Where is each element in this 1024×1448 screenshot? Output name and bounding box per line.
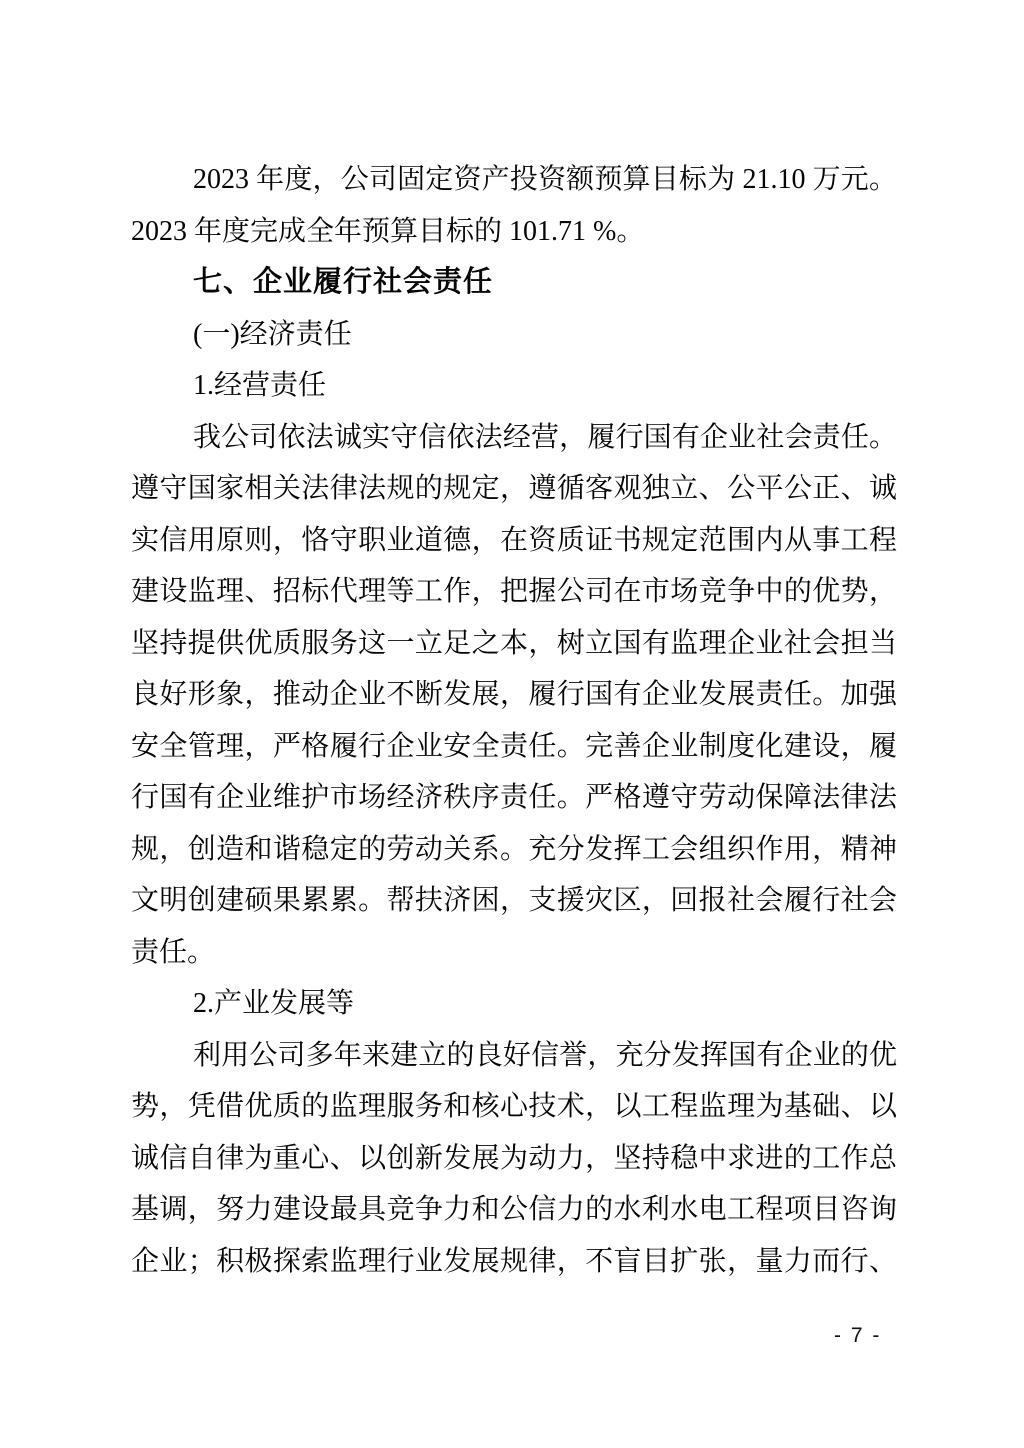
paragraph-line: 责任。 [131,936,216,968]
paragraph-line: 势，凭借优质的监理服务和核心技术，以工程监理为基础、以 [131,1091,897,1122]
paragraph-line: 我公司依法诚实守信依法经营，履行国有企业社会责任。 [193,421,897,453]
paragraph-line: 文明创建硕果累累。帮扶济困，支援灾区，回报社会履行社会 [131,885,897,916]
paragraph-line: 2023 年度，公司固定资产投资额预算目标为 21.10 万元。 [193,164,897,195]
paragraph-line: 坚持提供优质服务这一立足之本，树立国有监理企业社会担当 [131,627,897,659]
paragraph-line: 建设监理、招标代理等工作，把握公司在市场竞争中的优势， [131,576,897,607]
paragraph-line: 规，创造和谐稳定的劳动关系。充分发挥工会组织作用，精神 [131,833,897,865]
paragraph-line: 行国有企业维护市场经济秩序责任。严格遵守劳动保障法律法 [131,782,897,813]
item-heading: 1.经营责任 [193,370,327,401]
paragraph-line: 基调，努力建设最具竞争力和公信力的水利水电工程项目咨询 [131,1194,897,1225]
paragraph-line: 良好形象，推动企业不断发展，履行国有企业发展责任。加强 [131,679,897,710]
subsection-heading: (一)经济责任 [193,318,352,350]
item-heading: 2.产业发展等 [193,988,355,1019]
page-number: - 7 - [834,1324,882,1347]
paragraph-line: 安全管理，严格履行企业安全责任。完善企业制度化建设，履 [131,730,897,762]
paragraph-line: 诚信自律为重心、以创新发展为动力，坚持稳中求进的工作总 [131,1142,897,1174]
paragraph-line: 遵守国家相关法律法规的规定，遵循客观独立、公平公正、诚 [131,473,897,504]
paragraph-line: 实信用原则，恪守职业道德，在资质证书规定范围内从事工程 [131,524,897,556]
paragraph-line: 2023 年度完成全年预算目标的 101.71 %。 [131,215,645,247]
paragraph-line: 利用公司多年来建立的良好信誉，充分发挥国有企业的优 [193,1039,897,1071]
document-body [131,154,897,1287]
paragraph-line: 企业；积极探索监理行业发展规律，不盲目扩张，量力而行、 [131,1245,897,1277]
section-heading: 七、企业履行社会责任 [193,266,494,298]
